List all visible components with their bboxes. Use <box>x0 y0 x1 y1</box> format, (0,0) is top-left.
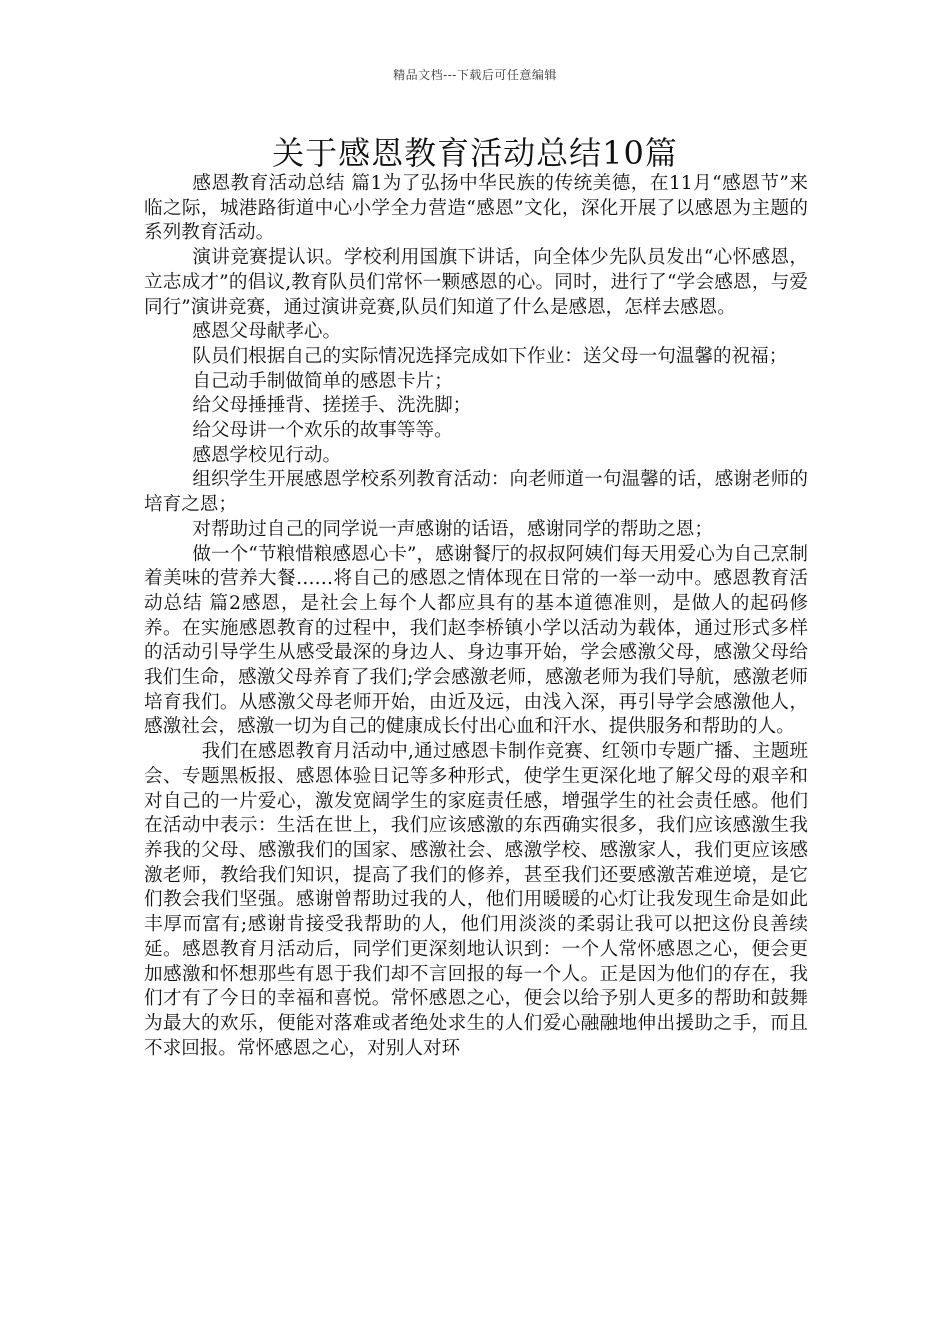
document-title: 关于感恩教育活动总结10篇 <box>272 134 678 172</box>
paragraph-7: 给父母讲一个欢乐的故事等等。 <box>192 420 453 442</box>
paragraph-6: 给父母捶捶背、搓搓手、洗洗脚； <box>192 395 472 417</box>
header-note: 精品文档---下载后可任意编辑 <box>393 68 557 82</box>
paragraph-4: 队员们根据自己的实际情况选择完成如下作业：送父母一句温馨的祝福； <box>192 345 788 367</box>
paragraph-12: 我们在感恩教育月活动中,通过感恩卡制作竞赛、红领巾专题广播、主题班会、专题黑板报、感恩体验日记等多种形式，使学生更深化地了解父母的艰辛和对自己的一片爱心，激发宽阔学生的家庭责任感，增强学生的社会责任感。他们在活动中表示：生活在世上，我们应该感激的东西确实很多，我们应该感激生我养我的父母、感激我们的国家、感激社会、感激学校、感激家人，我们更应该感激老师，教给我们知识，提高了我们的修养，甚至我们还要感激苦难逆境，是它们教会我们坚强。感谢曾帮助过我的人，他们用暖暖的心灯让我发现生命是如此丰厚而富有;感谢肯接受我帮助的人，他们用淡淡的柔弱让我可以把这份良善续延。感恩教育月活动后，同学们更深刻地认识到：一个人常怀感恩之心，便会更加感激和怀想那些有恩于我们却不言回报的每一个人。正是因为他们的存在，我们才有了今日的幸福和喜悦。常怀感恩之心，便会以给予别人更多的帮助和鼓舞为最大的欢乐，便能对落难或者绝处求生的人们爱心融融地伸出援助之手，而且不求回报。常怀感恩之心，对别人对环 <box>144 741 808 1059</box>
document-body <box>144 172 808 1061</box>
paragraph-2: 演讲竞赛提认识。学校利用国旗下讲话，向全体少先队员发出“心怀感恩，立志成才”的倡议,教育队员们常怀一颗感恩的心。同时，进行了“学会感恩，与爱同行”演讲竞赛，通过演讲竞赛,队员们知道了什么是感恩，怎样去感恩。 <box>144 247 808 318</box>
paragraph-9: 组织学生开展感恩学校系列教育活动：向老师道一句温馨的话，感谢老师的培育之恩； <box>144 469 808 516</box>
paragraph-5: 自己动手制做简单的感恩卡片； <box>192 370 453 392</box>
paragraph-1: 感恩教育活动总结 篇1为了弘扬中华民族的传统美德，在11月“感恩节”来临之际，城港路街道中心小学全力营造“感恩”文化，深化开展了以感恩为主题的系列教育活动。 <box>144 173 808 244</box>
paragraph-11: 做一个“节粮惜粮感恩心卡”，感谢餐厅的叔叔阿姨们每天用爱心为自己烹制着美味的营养大餐……将自己的感恩之情体现在日常的一举一动中。感恩教育活动总结 篇2感恩，是社会上每个人都应具有的基本道德准则，是做人的起码修养。在实施感恩教育的过程中，我们赵李桥镇小学以活动为载体，通过形式多样的活动引导学生从感受最深的身边人、身边事开始，学会感激父母，感激父母给我们生命，感激父母养育了我们;学会感激老师，感激老师为我们导航，感激老师培育我们。从感激父母老师开始，由近及远，由浅入深，再引导学会感激他人，感激社会，感激一切为自己的健康成长付出心血和汗水、提供服务和帮助的人。 <box>144 543 808 738</box>
paragraph-10: 对帮助过自己的同学说一声感谢的话语，感谢同学的帮助之恩； <box>192 518 713 540</box>
paragraph-8: 感恩学校见行动。 <box>192 444 342 466</box>
paragraph-3: 感恩父母献孝心。 <box>192 321 342 343</box>
